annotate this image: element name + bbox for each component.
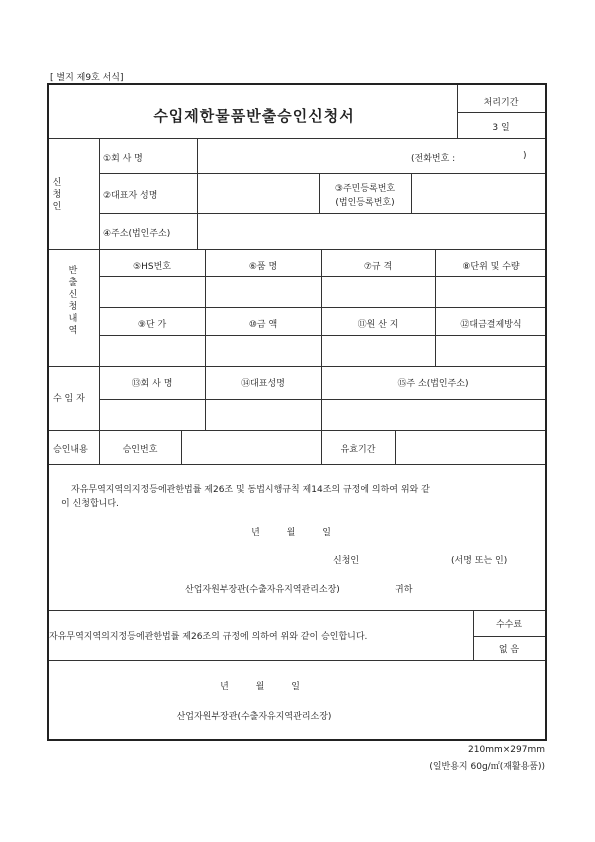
line xyxy=(411,173,412,213)
form-title: 수입제한물품반출승인신청서 xyxy=(153,107,355,125)
line xyxy=(99,213,545,214)
line xyxy=(319,173,320,213)
processing-period-value: 3 일 xyxy=(492,123,510,133)
application-form xyxy=(47,83,547,741)
line xyxy=(49,249,545,250)
sign-or-seal-label: (서명 또는 인) xyxy=(451,556,508,566)
line xyxy=(99,173,545,174)
resident-number-label: ③주민등록번호 xyxy=(334,184,396,194)
corporate-number-label: (법인등록번호) xyxy=(335,198,395,208)
line xyxy=(321,249,322,366)
line xyxy=(49,138,545,139)
export-details-section-label xyxy=(67,265,79,337)
representative-label: ②대표자 성명 xyxy=(103,191,158,201)
line xyxy=(99,430,100,464)
importer-section-label: 수 임 자 xyxy=(53,394,85,404)
line xyxy=(435,249,436,366)
line xyxy=(321,430,322,464)
phone-label: (전화번호 : xyxy=(411,154,456,164)
vertical-label-char: 신 xyxy=(52,178,62,188)
origin-label: ⑪원 산 지 xyxy=(357,320,399,330)
fee-value: 없 음 xyxy=(498,645,520,655)
line xyxy=(49,430,545,431)
vertical-label-char: 반 xyxy=(68,266,78,276)
line xyxy=(49,610,545,611)
line xyxy=(457,112,545,113)
approval-statement: 자유무역지역의지정등에관한법률 제26조의 규정에 의하여 위와 같이 승인합니다. xyxy=(49,632,368,642)
line xyxy=(197,173,198,213)
processing-period-label: 처리기간 xyxy=(483,98,519,108)
declaration-date: 년 월 일 xyxy=(251,528,331,538)
paper-spec: (일반용지 60g/㎡(재활용품)) xyxy=(429,762,545,772)
vertical-label-char: 내 xyxy=(68,314,78,324)
paper-size: 210mm×297mm xyxy=(468,745,545,755)
line xyxy=(49,366,545,367)
line xyxy=(205,249,206,366)
vertical-label-char: 인 xyxy=(52,202,62,212)
line xyxy=(49,464,545,465)
approval-number-label: 승인번호 xyxy=(122,445,158,455)
line xyxy=(473,636,545,637)
applicant-signature-label: 신청인 xyxy=(333,556,360,566)
declaration-text-line1: 자유무역지역의지정등에관한법률 제26조 및 동법시행규칙 제14조의 규정에 의하여 위와 같 xyxy=(71,485,430,495)
line xyxy=(49,660,545,661)
vertical-label-char: 청 xyxy=(52,190,62,200)
payment-method-label: ⑫대금결제방식 xyxy=(460,320,522,330)
applicant-section-label xyxy=(51,177,63,213)
line xyxy=(205,366,206,430)
addressee: 산업자원부장관(수출자유지역관리소장) xyxy=(185,585,340,595)
vertical-label-char: 출 xyxy=(68,278,78,288)
line xyxy=(99,335,545,336)
line xyxy=(457,85,458,138)
line xyxy=(99,138,100,430)
form-number-label: [ 별지 제9호 서식] xyxy=(50,73,124,83)
phone-close: ) xyxy=(523,151,527,161)
importer-address-label: ⑮주 소(법인주소) xyxy=(397,379,469,389)
unit-price-label: ⑨단 가 xyxy=(137,320,167,330)
line xyxy=(197,138,198,173)
line xyxy=(197,213,198,249)
line xyxy=(181,430,182,464)
importer-representative-label: ⑭대표성명 xyxy=(241,379,285,389)
approval-date: 년 월 일 xyxy=(220,682,300,692)
company-name-label: ①회 사 명 xyxy=(103,154,143,164)
item-name-label: ⑥품 명 xyxy=(248,262,278,272)
vertical-label-char: 신 xyxy=(68,290,78,300)
amount-label: ⑩금 액 xyxy=(248,320,278,330)
approval-authority: 산업자원부장관(수출자유지역관리소장) xyxy=(176,712,332,722)
approval-content-label: 승인내용 xyxy=(53,445,88,455)
hs-number-label: ⑤HS번호 xyxy=(133,262,171,272)
line xyxy=(395,430,396,464)
line xyxy=(99,276,545,277)
line xyxy=(99,399,545,400)
fee-label: 수수료 xyxy=(495,620,523,630)
vertical-label-char: 청 xyxy=(68,302,78,312)
line xyxy=(473,610,474,660)
importer-company-label: ⑬회 사 명 xyxy=(131,379,173,389)
vertical-label-char: 역 xyxy=(68,326,78,336)
unit-quantity-label: ⑧단위 및 수량 xyxy=(462,262,520,272)
spec-label: ⑦규 격 xyxy=(363,262,393,272)
address-label: ④주소(법인주소) xyxy=(103,229,171,239)
addressee-honorific: 귀하 xyxy=(395,585,413,595)
line xyxy=(321,366,322,430)
declaration-text-line2: 이 신청합니다. xyxy=(61,499,119,509)
validity-period-label: 유효기간 xyxy=(340,445,376,455)
line xyxy=(99,307,545,308)
